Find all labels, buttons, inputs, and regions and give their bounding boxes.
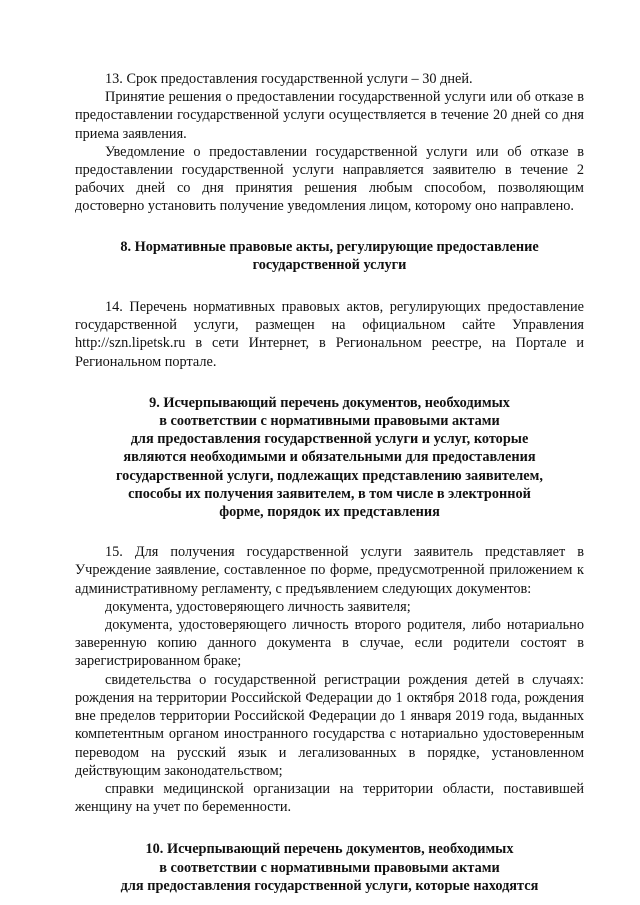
paragraph-15-applicant-id: документа, удостоверяющего личность заявителя;	[105, 598, 411, 615]
paragraph-15-medical-certificate: справки медицинской организации на территории области, поставившей женщину на учет по беременности.	[75, 780, 584, 816]
paragraph-13-term: 13. Срок предоставления государственной услуги – 30 дней.	[105, 71, 473, 87]
heading-9-line: способы их получения заявителем, в том числе в электронной	[128, 485, 531, 502]
heading-section-8	[75, 238, 584, 274]
heading-section-9	[75, 394, 584, 521]
section-15	[75, 543, 584, 816]
heading-9-line: 9. Исчерпывающий перечень документов, необходимых	[149, 394, 510, 411]
heading-section-10	[75, 840, 584, 895]
section-13	[75, 70, 584, 216]
paragraph-14-legal-acts: 14. Перечень нормативных правовых актов, регулирующих предоставление государственной услуги, размещен на официальном сайте Управления http://szn.lipetsk.ru в сети Интернет, в Региональном реестре, на Портале и Региональном портале.	[75, 299, 584, 370]
paragraph-15-birth-certificates: свидетельства о государственной регистрации рождения детей в случаях: рождения на территории Российской Федерации до 1 октября 2018 года, рождения вне пределов территории Российской Федерации до 1 января 2019 года, выданных компетентным органом иностранного государства с нотариально удостоверенным переводом на русский язык и легализованных в порядке, установленном действующим законодательством;	[75, 671, 584, 779]
heading-9-line: форме, порядок их представления	[219, 504, 440, 521]
heading-10-line: 10. Исчерпывающий перечень документов, необходимых	[145, 841, 514, 858]
heading-9-line: являются необходимыми и обязательными для предоставления	[123, 449, 536, 466]
heading-8-line: 8. Нормативные правовые акты, регулирующие предоставление	[120, 238, 539, 255]
heading-9-line: для предоставления государственной услуги и услуг, которые	[130, 431, 529, 448]
section-14	[75, 298, 584, 371]
heading-9-line: государственной услуги, подлежащих представлению заявителем,	[116, 467, 543, 484]
paragraph-15-second-parent-id: документа, удостоверяющего личность второго родителя, либо нотариально заверенную копию данного документа в случае, если родители состоят в зарегистрированном браке;	[75, 617, 584, 670]
heading-10-line: для предоставления государственной услуги, которые находятся	[120, 877, 539, 894]
heading-9-line: в соответствии с нормативными правовыми актами	[159, 413, 500, 430]
paragraph-15-application: 15. Для получения государственной услуги заявитель представляет в Учреждение заявление, составленное по форме, предусмотренной приложением к административному регламенту, с предъявлением следующих документов:	[75, 544, 584, 597]
paragraph-13-notification: Уведомление о предоставлении государственной услуги или об отказе в предоставлении государственной услуги направляется заявителю в течение 2 рабочих дней со дня принятия решения любым способом, позволяющим достоверно установить получение уведомления лицом, которому оно направлено.	[75, 143, 584, 215]
heading-8-line: государственной услуги	[252, 256, 407, 273]
heading-10-line: в соответствии с нормативными правовыми актами	[159, 859, 500, 876]
paragraph-13-decision: Принятие решения о предоставлении государственной услуги или об отказе в предоставлении государственной услуги осуществляется в течение 20 дней со дня приема заявления.	[75, 89, 584, 142]
